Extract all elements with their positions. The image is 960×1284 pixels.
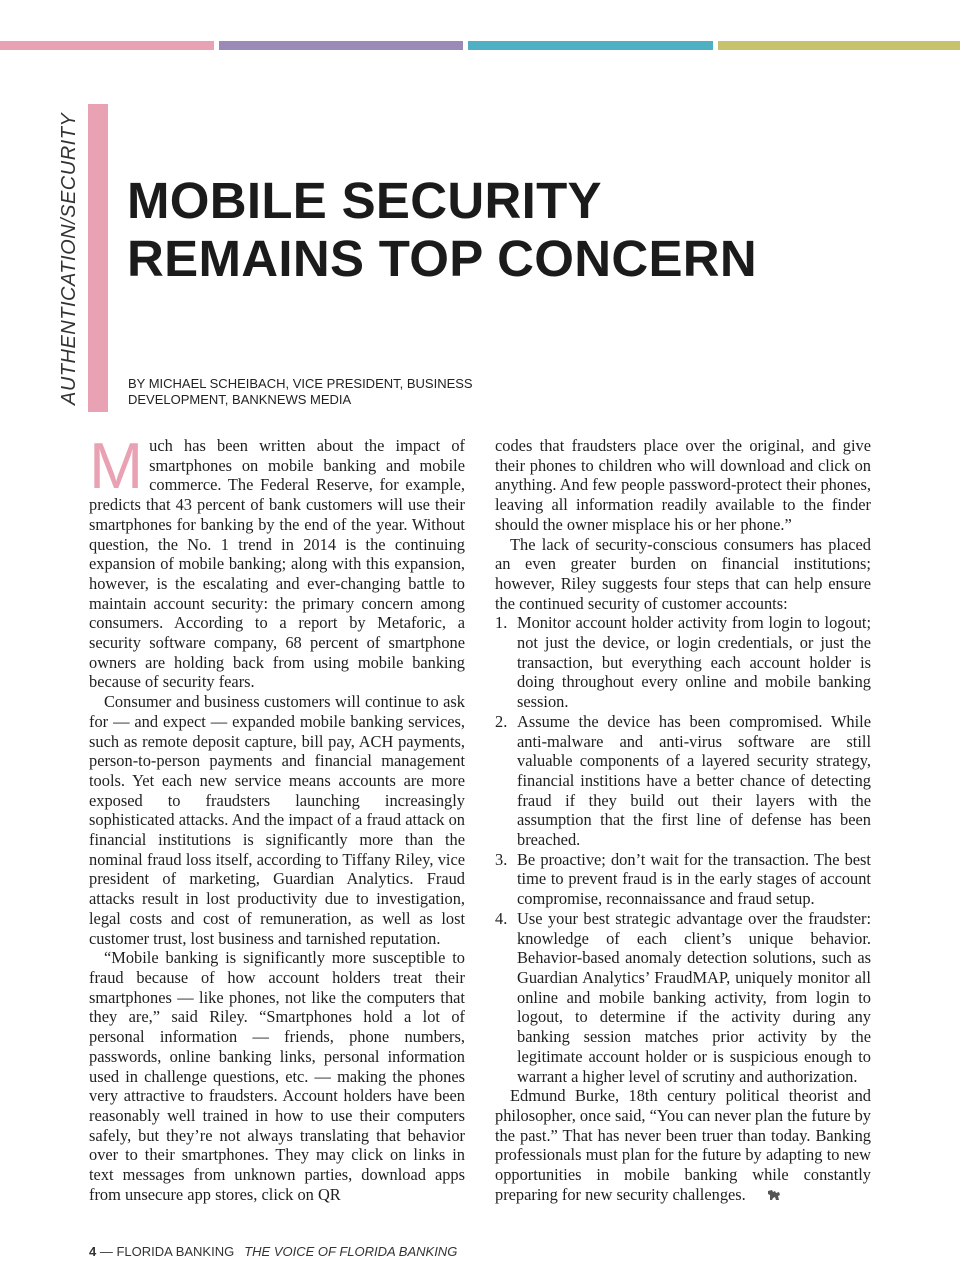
right-column	[495, 436, 871, 1204]
step-number: 1.	[495, 613, 508, 633]
list-item	[495, 850, 871, 909]
color-bar-pink	[0, 41, 214, 50]
paragraph-6-text: Edmund Burke, 18th century political theorist and philosopher, once said, “You can never plan the future by the past.” That has never been truer than today. Banking professionals must plan for the future by adapting to new opportunities in mobile banking while constantly preparing for new security challenges.	[495, 1086, 871, 1204]
paragraph-4: codes that fraudsters place over the original, and give their phones to children who will download and click on anything. And few people password-protect their phones, leaving all information readily available to the finder should the owner misplace his or her phone.”	[495, 436, 871, 534]
accent-strip	[88, 104, 108, 412]
list-item	[495, 712, 871, 850]
footer-tagline: THE VOICE OF FLORIDA BANKING	[244, 1244, 458, 1259]
paragraph-3: “Mobile banking is significantly more susceptible to fraud because of how account holders treat their smartphones — like phones, not like the computers that they are,” said Riley. “Smartphones hold a lot of personal information — friends, phone numbers, passwords, online banking links, personal information used in challenge questions, etc. — making the phones very attractive to fraudsters. Account holders have been reasonably well trained in how to use their computers safely, but they’re not always translating that behavior over to their smartphones. They may click on links in text messages from unknown parties, download apps from unsecure app stores, click on QR	[89, 948, 465, 1204]
color-bar-purple	[219, 41, 463, 50]
step-number: 3.	[495, 849, 508, 869]
step-text: Assume the device has been compromised. While anti-malware and anti-virus software are still valuable components of a layered security strategy, financial institions have a better chance of detecting fraud if they build out their layers with the assumption that the first line of defense has been breached.	[517, 711, 871, 850]
step-text: Monitor account holder activity from login to logout; not just the device, or login credentials, or just the transaction, but everything each account holder is doing throughout every online and mobile banking session.	[517, 613, 871, 712]
paragraph-1-text: uch has been written about the impact of smartphones on mobile banking and mobile commerce. The Federal Reserve, for example, predicts that 43 percent of bank customers will use their smartphones for banking by the end of the year. Without question, the No. 1 trend in 2014 is the continuing expansion of mobile banking; along with this expansion, however, is the escalating and ever-changing battle to maintain account security: the primary concern among consumers. According to a report by Metaforic, a security software company, 68 percent of smartphone owners are holding back from using mobile banking because of security fears.	[89, 436, 465, 692]
footer-publication: — FLORIDA BANKING	[96, 1244, 235, 1259]
page-footer	[89, 1244, 457, 1259]
section-label: AUTHENTICATION/SECURITY	[58, 112, 80, 405]
security-steps-list	[495, 613, 871, 1086]
step-number: 2.	[495, 711, 508, 731]
article-title	[127, 172, 757, 288]
page-number: 4	[89, 1244, 97, 1259]
byline	[128, 376, 498, 408]
paragraph-5: The lack of security-conscious consumers has placed an even greater burden on financial institutions; however, Riley suggests four steps that can help ensure the continued security of customer accounts:	[495, 534, 871, 613]
list-item	[495, 613, 871, 712]
title-line-1: MOBILE SECURITY	[127, 172, 602, 229]
byline-line-2: DEVELOPMENT, BANKNEWS MEDIA	[128, 392, 352, 407]
drop-cap: M	[89, 429, 144, 502]
list-item	[495, 909, 871, 1086]
step-text: Be proactive; don’t wait for the transaction. The best time to prevent fraud is in the early stages of account compromise, reconnaissance and fraud setup.	[517, 849, 871, 909]
paragraph-1	[89, 429, 465, 692]
byline-line-1: BY MICHAEL SCHEIBACH, VICE PRESIDENT, BUSINESS	[128, 376, 473, 391]
florida-banking-end-mark-icon	[752, 1186, 766, 1198]
step-number: 4.	[495, 908, 508, 928]
step-text: Use your best strategic advantage over the fraudster: knowledge of each client’s unique behavior. Behavior-based anomaly detection solutions, such as Guardian Analytics’ FraudMAP, uniquely monitor all online and mobile banking activity, from login to logout, to determine if the activity during any banking session matches prior activity by the legitimate account holder or is suspicious enough to warrant a higher level of scrutiny and authorization.	[517, 908, 871, 1086]
color-bar-olive	[718, 41, 960, 50]
paragraph-2: Consumer and business customers will continue to ask for — and expect — expanded mobile banking services, such as remote deposit capture, bill pay, ACH payments, person-to-person payments and financial management tools. Yet each new service means accounts are more exposed to fraudsters launching increasingly sophisticated attacks. And the impact of a fraud attack on financial institutions is significantly more than the nominal fraud loss itself, according to Tiffany Riley, vice president of marketing, Guardian Analytics. Fraud attacks result in lost productivity due to investigation, legal costs and cost of remuneration, as well as lost customer trust, lost business and tarnished reputation.	[89, 692, 465, 948]
left-column	[89, 429, 465, 1204]
paragraph-6	[495, 1086, 871, 1204]
color-bar-teal	[468, 41, 713, 50]
title-line-2: REMAINS TOP CONCERN	[127, 230, 758, 287]
